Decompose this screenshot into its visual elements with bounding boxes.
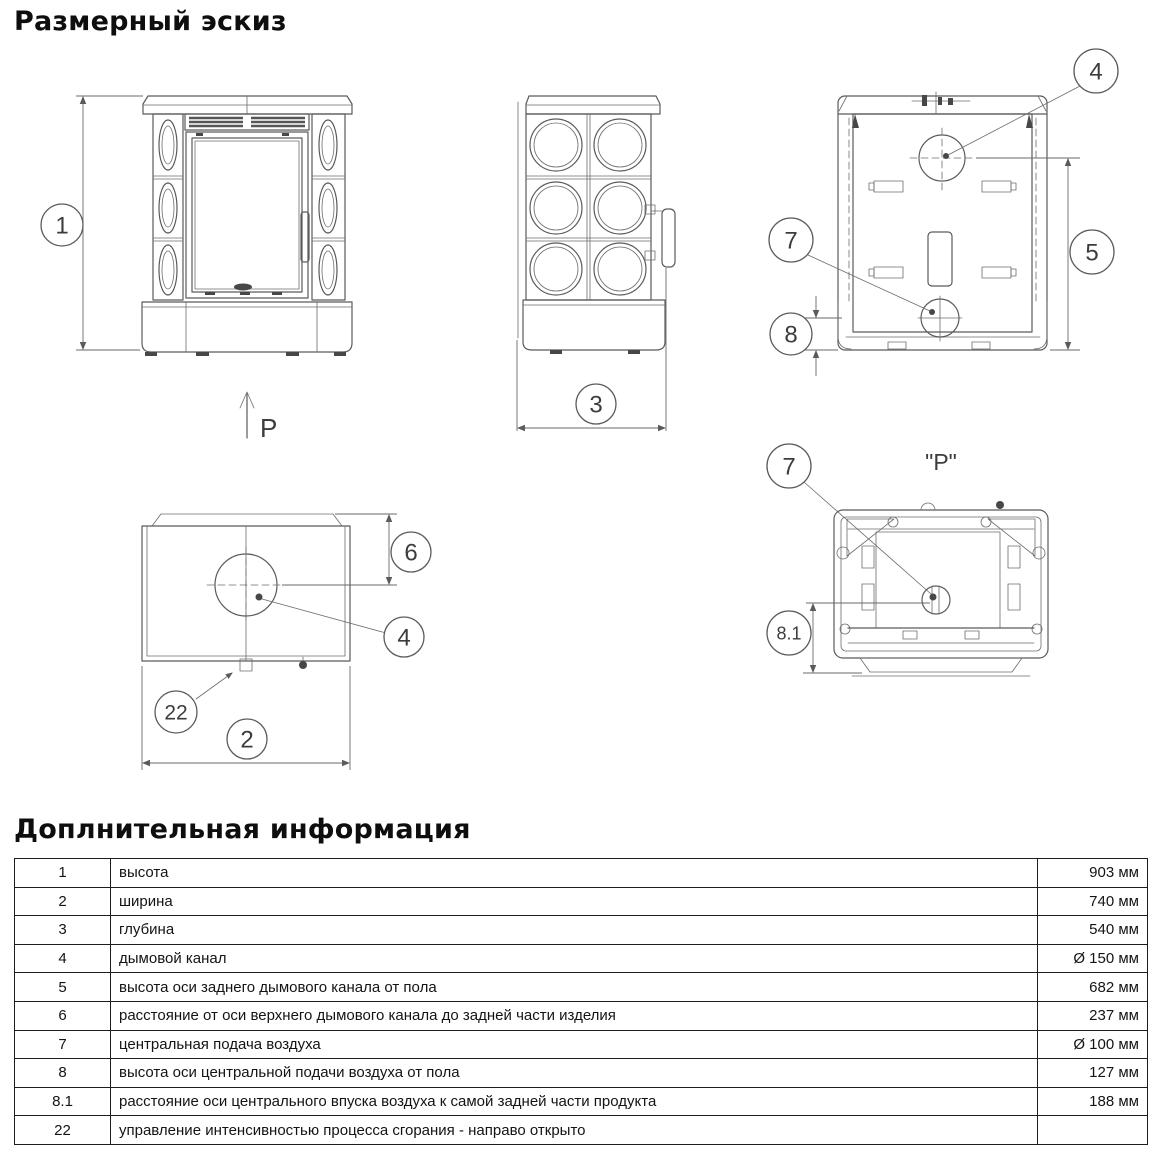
side-base: [523, 300, 665, 354]
row-value: 682 мм: [1038, 973, 1148, 1002]
combustion-control: [240, 657, 307, 671]
row-value: Ø 100 мм: [1038, 1030, 1148, 1059]
row-description: высота: [111, 859, 1038, 888]
row-description: высота оси центральной подачи воздуха от пола: [111, 1059, 1038, 1088]
row-description: управление интенсивностью процесса сгорания - направо открыто: [111, 1116, 1038, 1145]
callout-depth: [576, 384, 616, 424]
p-view-label: "P": [925, 449, 957, 475]
rear-flue-outlet: [910, 128, 974, 190]
dimension-flue-axis-height: [976, 158, 1080, 350]
rear-slot: [928, 232, 952, 286]
side-tile-circles: [530, 119, 646, 295]
top-flue-circle: [207, 547, 290, 623]
svg-text:6: 6: [404, 539, 418, 567]
callout-air-inlet: [769, 218, 813, 262]
vent-grille: [185, 114, 309, 130]
row-description: дымовой канал: [111, 944, 1038, 973]
callout-air-axis-height: [770, 313, 812, 355]
row-value: Ø 150 мм: [1038, 944, 1148, 973]
svg-text:22: 22: [164, 701, 188, 725]
table-row: [15, 859, 1148, 888]
dimension-flue-axis-offset: [282, 514, 397, 585]
flue-clamp-detail: [912, 92, 970, 114]
callout-flue-axis-offset: [391, 532, 431, 572]
dimension-height: [76, 96, 143, 350]
table-row: [15, 1001, 1148, 1030]
callout-flue-axis-height: [1070, 230, 1114, 274]
row-value: 237 мм: [1038, 1001, 1148, 1030]
dimension-air-axis-offset: [803, 603, 930, 673]
row-description: расстояние от оси верхнего дымового канала до задней части изделия: [111, 1001, 1038, 1030]
row-description: высота оси заднего дымового канала от пола: [111, 973, 1038, 1002]
page-title: Размерный эскиз: [14, 6, 287, 37]
dimension-table: [14, 858, 1148, 1145]
front-arrow-label: P: [260, 413, 278, 443]
callout-combustion-control: [155, 691, 197, 733]
callout-air-axis-offset: [767, 611, 811, 655]
svg-text:4: 4: [1089, 58, 1103, 86]
leader-combustion-control: [196, 673, 232, 699]
row-number: 6: [15, 1001, 111, 1030]
svg-text:7: 7: [782, 453, 796, 481]
section-title: Доплнительная информация: [14, 814, 471, 845]
row-value: 903 мм: [1038, 859, 1148, 888]
leader-air-inlet: [808, 255, 930, 311]
view-direction-arrow: [240, 392, 277, 443]
front-view: [41, 96, 352, 443]
leader-air-inlet-bottom: [804, 482, 931, 594]
svg-text:5: 5: [1085, 239, 1099, 267]
rear-vents: [869, 181, 1016, 278]
svg-text:8: 8: [784, 321, 798, 349]
row-number: 8: [15, 1059, 111, 1088]
svg-text:2: 2: [240, 726, 254, 754]
callout-width: [227, 719, 267, 759]
callout-air-inlet-bottom: [767, 444, 811, 488]
svg-text:8.1: 8.1: [776, 623, 802, 644]
table-row: [15, 973, 1148, 1002]
central-air-inlet: [918, 296, 962, 341]
row-description: глубина: [111, 916, 1038, 945]
tile-dividers: [153, 176, 345, 241]
row-number: 8.1: [15, 1087, 111, 1116]
bottom-air-inlet: [922, 586, 950, 614]
svg-text:7: 7: [784, 227, 798, 255]
row-number: 4: [15, 944, 111, 973]
table-row: [15, 1059, 1148, 1088]
p-view: [767, 444, 1048, 676]
table-row: [15, 944, 1148, 973]
stove-base: [142, 302, 352, 356]
side-handle: [645, 205, 675, 267]
table-row: [15, 1087, 1148, 1116]
back-view: [769, 49, 1118, 376]
row-value: 540 мм: [1038, 916, 1148, 945]
side-view: [517, 96, 675, 431]
row-value: 740 мм: [1038, 887, 1148, 916]
table-row: [15, 1030, 1148, 1059]
row-description: расстояние оси центрального впуска воздуха к самой задней части продукта: [111, 1087, 1038, 1116]
row-description: ширина: [111, 887, 1038, 916]
table-row: [15, 916, 1148, 945]
side-tile-grid: [526, 114, 651, 300]
row-number: 2: [15, 887, 111, 916]
table-row: [15, 887, 1148, 916]
leader-top-flue: [262, 599, 386, 633]
door-emblem: [234, 284, 252, 291]
svg-text:4: 4: [397, 624, 411, 652]
top-view: [142, 514, 431, 770]
row-value: 127 мм: [1038, 1059, 1148, 1088]
row-number: 22: [15, 1116, 111, 1145]
row-value: 188 мм: [1038, 1087, 1148, 1116]
callout-flue-top: [384, 617, 424, 657]
row-value: [1038, 1116, 1148, 1145]
row-number: 5: [15, 973, 111, 1002]
row-description: центральная подача воздуха: [111, 1030, 1038, 1059]
callout-flue: [1074, 49, 1118, 93]
stove-door: [186, 132, 309, 298]
table-row: [15, 1116, 1148, 1145]
row-number: 7: [15, 1030, 111, 1059]
row-number: 1: [15, 859, 111, 888]
svg-text:3: 3: [589, 391, 603, 419]
svg-text:1: 1: [55, 212, 69, 240]
callout-height: [41, 204, 83, 246]
row-number: 3: [15, 916, 111, 945]
